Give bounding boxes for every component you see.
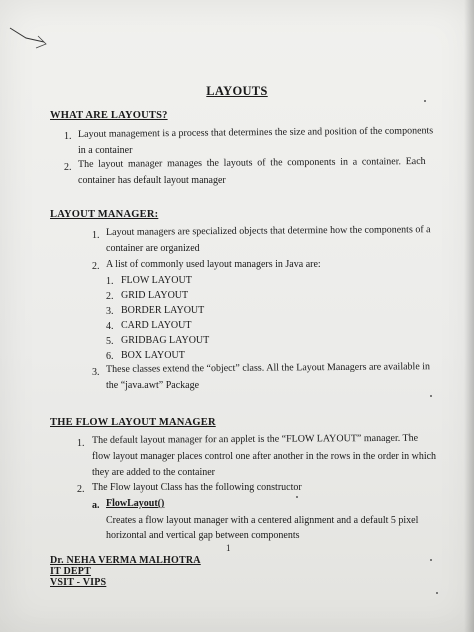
subitem-number: 1. xyxy=(106,276,114,287)
item-text-line: Layout managers are specialized objects that determine how the components of a xyxy=(105,224,431,238)
item-text-line: The Flow layout Class has the following constructor xyxy=(92,482,302,493)
subitem-number: 5. xyxy=(106,336,114,347)
item-text-line: container are organized xyxy=(106,243,200,254)
item-number: 2. xyxy=(77,484,85,495)
item-text-line: the “java.awt” Package xyxy=(106,380,200,391)
layout-list-item: GRID LAYOUT xyxy=(121,290,189,301)
pen-mark-decoration xyxy=(8,24,48,54)
footer-author: Dr. NEHA VERMA MALHOTRA xyxy=(50,555,201,566)
item-number: 1. xyxy=(92,230,100,241)
item-text-line: flow layout manager places control one after another in the rows in the order in which xyxy=(92,451,437,462)
section-heading-what-are-layouts: WHAT ARE LAYOUTS? xyxy=(50,110,168,121)
paper-speck xyxy=(436,592,438,594)
item-text-line: A list of commonly used layout managers in Java are: xyxy=(106,259,321,270)
item-text-line: These classes extend the “object” class. All the Layout Managers are available in xyxy=(105,361,431,375)
section-heading-flow-layout-manager: THE FLOW LAYOUT MANAGER xyxy=(50,417,216,428)
paper-speck xyxy=(296,496,298,498)
item-number: 1. xyxy=(64,131,72,142)
subitem-number: 6. xyxy=(106,351,114,362)
item-text-line: in a container xyxy=(78,145,133,156)
layout-list-item: GRIDBAG LAYOUT xyxy=(121,335,210,346)
item-text-line: The layout manager manages the layouts of the components in a container. Each xyxy=(77,155,426,170)
footer-department: IT DEPT xyxy=(50,566,91,577)
layout-list-item: FLOW LAYOUT xyxy=(121,275,192,286)
page-number: 1 xyxy=(226,543,231,553)
item-number: 2. xyxy=(64,162,72,173)
item-number: 3. xyxy=(92,367,100,378)
page-title: LAYOUTS xyxy=(206,84,268,98)
item-text-line: Layout management is a process that determines the size and position of the components xyxy=(77,125,434,140)
item-number: 1. xyxy=(77,438,85,449)
subitem-label: a. xyxy=(92,500,100,511)
section-heading-layout-manager: LAYOUT MANAGER: xyxy=(50,209,159,220)
paper-speck xyxy=(430,395,432,397)
layout-list-item: BORDER LAYOUT xyxy=(121,305,205,316)
constructor-description-line: horizontal and vertical gap between components xyxy=(106,530,300,541)
item-number: 2. xyxy=(92,261,100,272)
layout-list-item: BOX LAYOUT xyxy=(121,350,185,361)
item-text-line: they are added to the container xyxy=(92,467,215,478)
item-text-line: The default layout manager for an applet is the “FLOW LAYOUT” manager. The xyxy=(91,432,419,446)
footer-institute: VSIT - VIPS xyxy=(50,577,107,588)
subitem-number: 2. xyxy=(106,291,114,302)
paper-speck xyxy=(430,559,432,561)
item-text-line: container has default layout manager xyxy=(78,175,226,186)
constructor-name: FlowLayout() xyxy=(106,498,165,509)
paper-speck xyxy=(424,100,426,102)
layout-list-item: CARD LAYOUT xyxy=(121,320,192,331)
subitem-number: 4. xyxy=(106,321,114,332)
subitem-number: 3. xyxy=(106,306,114,317)
constructor-description-line: Creates a flow layout manager with a centered alignment and a default 5 pixel xyxy=(106,515,419,526)
